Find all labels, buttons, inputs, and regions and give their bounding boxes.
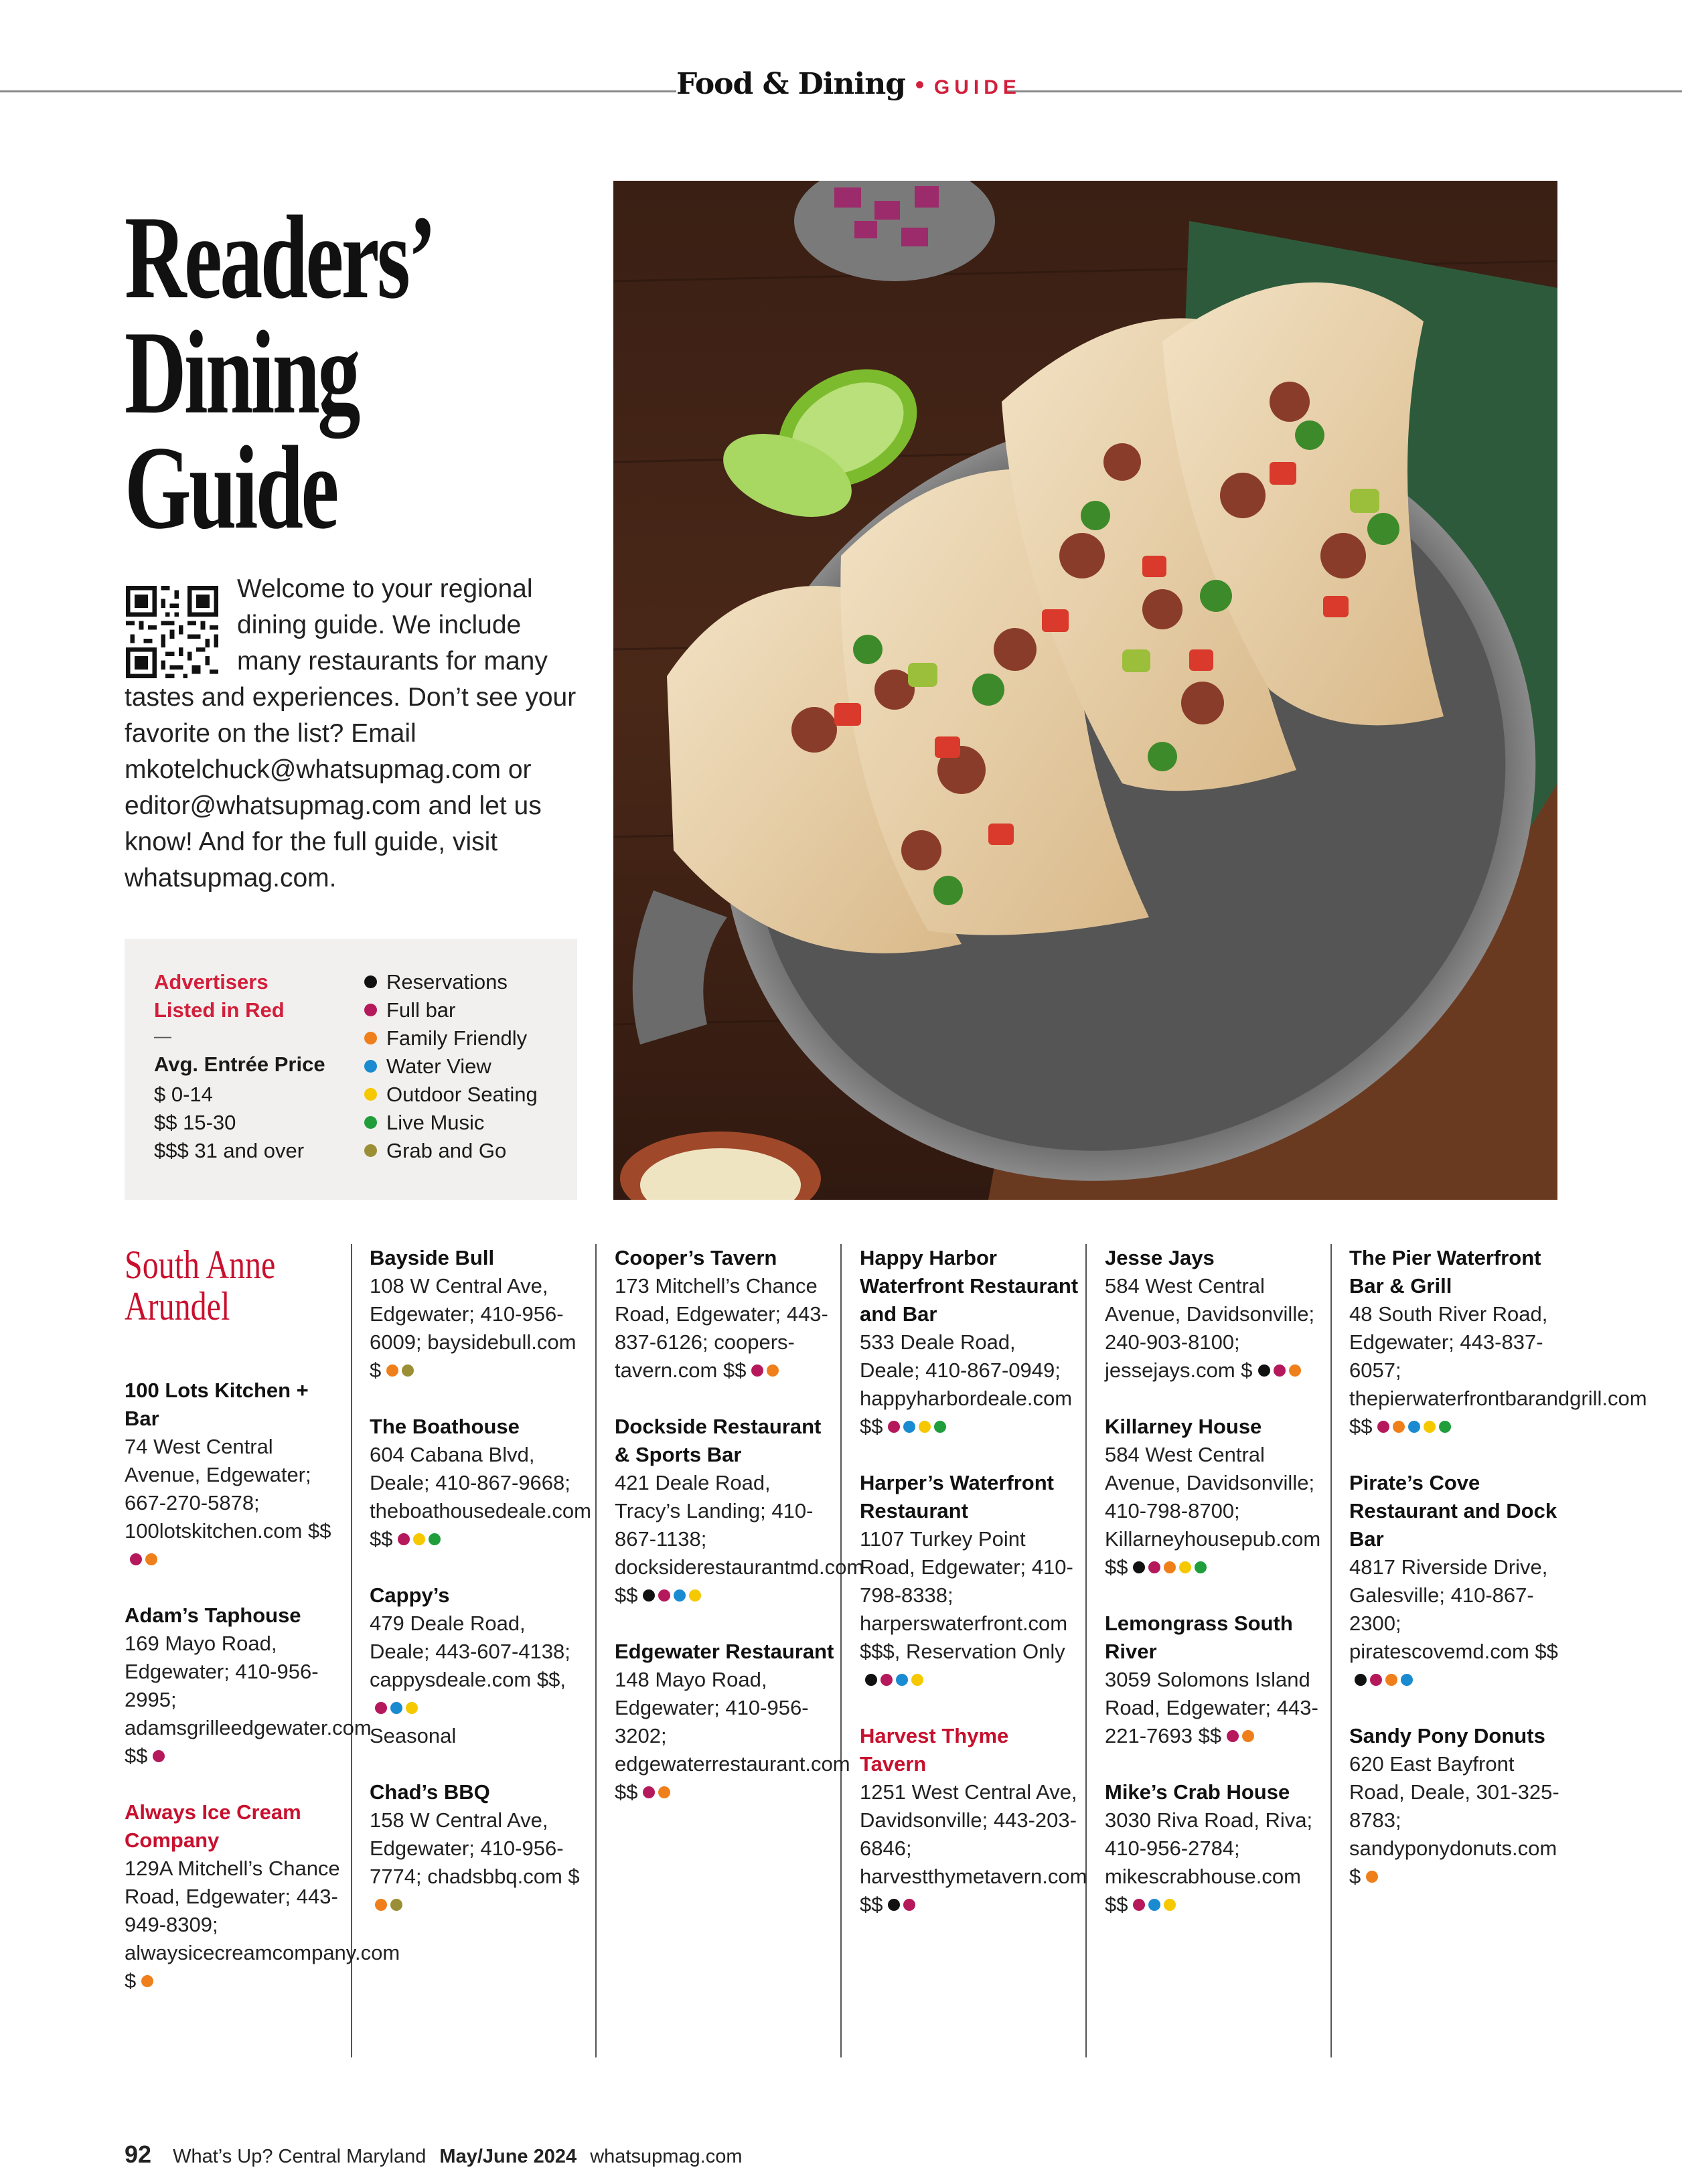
legend-feature	[364, 996, 538, 1024]
feature-dots	[751, 1356, 782, 1385]
legend-features	[364, 968, 538, 1165]
restaurant-name: Chad’s BBQ	[370, 1780, 490, 1804]
feature-dot-icon	[364, 1088, 377, 1101]
feature-dot-icon	[1195, 1561, 1207, 1573]
restaurant-listing	[615, 1244, 836, 1385]
feature-dot-icon	[865, 1674, 877, 1686]
restaurant-name: Jesse Jays	[1105, 1246, 1215, 1269]
feature-dot-icon	[911, 1674, 923, 1686]
feature-dot-icon	[643, 1786, 655, 1798]
restaurant-listing	[370, 1244, 591, 1385]
feature-dot-icon	[364, 1004, 377, 1016]
restaurant-details: 1251 West Central Ave, Davidsonville; 443-203-6846; harvestthymetavern.com $$	[860, 1780, 1087, 1916]
restaurant-details: 479 Deale Road, Deale; 443-607-4138; cappysdeale.com $$,	[370, 1612, 570, 1691]
feature-dot-icon	[934, 1421, 946, 1433]
restaurant-name: 100 Lots Kitchen + Bar	[125, 1379, 309, 1430]
feature-dots	[130, 1545, 161, 1573]
restaurant-listing	[1105, 1244, 1326, 1385]
feature-dot-icon	[751, 1364, 763, 1377]
restaurant-name: Cappy’s	[370, 1583, 450, 1607]
restaurant-details: 4817 Riverside Drive, Galesville; 410-867-2300; piratescovemd.com $$	[1349, 1555, 1558, 1663]
restaurant-listing	[1349, 1722, 1570, 1891]
feature-dot-icon	[402, 1364, 414, 1377]
restaurant-listing	[370, 1778, 591, 1919]
feature-dot-icon	[1148, 1899, 1160, 1911]
restaurant-details: 48 South River Road, Edgewater; 443-837-6057; thepierwaterfrontbarandgrill.com $$	[1349, 1302, 1647, 1438]
feature-dots	[643, 1581, 704, 1610]
restaurant-details: 421 Deale Road, Tracy’s Landing; 410-867-1138; docksiderestaurantmd.com $$	[615, 1471, 864, 1607]
feature-dot-icon	[1133, 1899, 1145, 1911]
restaurant-listing	[860, 1244, 1081, 1441]
restaurant-name: Dockside Restaurant & Sports Bar	[615, 1415, 822, 1466]
legend-price-3: $$$ 31 and over	[154, 1139, 305, 1162]
legend-feature	[364, 1109, 538, 1137]
legend-feature	[364, 1137, 538, 1165]
restaurant-name: Bayside Bull	[370, 1246, 495, 1269]
feature-dot-icon	[141, 1975, 153, 1987]
feature-dot-icon	[919, 1421, 931, 1433]
feature-dot-icon	[1355, 1674, 1367, 1686]
feature-dot-icon	[1424, 1421, 1436, 1433]
listing-column-3	[615, 1244, 864, 1835]
feature-dots	[153, 1742, 168, 1770]
restaurant-details: 173 Mitchell’s Chance Road, Edgewater; 443-837-6126; coopers-tavern.com $$	[615, 1274, 828, 1382]
feature-dots	[1355, 1666, 1416, 1694]
legend-feature-label: Outdoor Seating	[386, 1083, 538, 1106]
feature-dots	[386, 1356, 417, 1385]
feature-dot-icon	[364, 1032, 377, 1044]
restaurant-details: 3059 Solomons Island Road, Edgewater; 443-221-7693 $$	[1105, 1668, 1318, 1747]
restaurant-listing	[860, 1469, 1081, 1694]
header-section: Food & Dining	[676, 67, 905, 101]
feature-dots	[643, 1778, 674, 1806]
feature-dot-icon	[153, 1750, 165, 1762]
listing-column-4	[860, 1244, 1087, 1947]
restaurant-details: 129A Mitchell’s Chance Road, Edgewater; 443-949-8309; alwaysicecreamcompany.com $	[125, 1857, 400, 1993]
legend-feature	[364, 968, 538, 996]
feature-dot-icon	[888, 1899, 900, 1911]
restaurant-details: 604 Cabana Blvd, Deale; 410-867-9668; theboathousedeale.com $$	[370, 1443, 591, 1551]
legend-price-2: $$ 15-30	[154, 1111, 236, 1134]
feature-dot-icon	[145, 1553, 157, 1565]
restaurant-name: The Pier Waterfront Bar & Grill	[1349, 1246, 1541, 1298]
legend-feature-label: Live Music	[386, 1111, 485, 1134]
feature-dot-icon	[1179, 1561, 1191, 1573]
feature-dots	[888, 1413, 949, 1441]
feature-dot-icon	[413, 1533, 425, 1545]
feature-dot-icon	[658, 1589, 670, 1602]
header-rule-right	[1004, 90, 1682, 92]
page-title: Readers’ Dining Guide	[125, 191, 428, 554]
restaurant-details: 584 West Central Avenue, Davidsonville; 410-798-8700; Killarneyhousepub.com $$	[1105, 1443, 1321, 1579]
restaurant-details: 74 West Central Avenue, Edgewater; 667-270-5878; 100lotskitchen.com $$	[125, 1435, 331, 1543]
legend-feature-label: Reservations	[386, 970, 508, 994]
feature-dot-icon	[689, 1589, 701, 1602]
feature-dot-icon	[1408, 1421, 1420, 1433]
feature-dot-icon	[386, 1364, 398, 1377]
listing-column-2	[370, 1244, 591, 1947]
restaurant-listing	[1349, 1244, 1647, 1441]
feature-dot-icon	[881, 1674, 893, 1686]
feature-dot-icon	[390, 1899, 402, 1911]
restaurant-name: Mike’s Crab House	[1105, 1780, 1290, 1804]
listing-column-6	[1349, 1244, 1647, 1919]
feature-dot-icon	[674, 1589, 686, 1602]
legend-dash: —	[154, 1026, 171, 1046]
feature-dot-icon	[364, 1144, 377, 1157]
feature-dots	[1227, 1722, 1257, 1750]
feature-dot-icon	[1289, 1364, 1301, 1377]
issue-date: May/June 2024	[439, 2146, 577, 2167]
column-rule-5	[1330, 1244, 1332, 2057]
restaurant-listing	[370, 1413, 591, 1553]
legend-prices	[154, 1081, 304, 1165]
feature-dot-icon	[767, 1364, 779, 1377]
page-number: 92	[125, 2140, 152, 2168]
legend-feature-label: Water View	[386, 1055, 491, 1078]
restaurant-name: Always Ice Cream Company	[125, 1800, 301, 1852]
feature-dot-icon	[364, 1116, 377, 1129]
restaurant-listing	[615, 1413, 864, 1610]
feature-dot-icon	[903, 1899, 915, 1911]
feature-dots	[1258, 1356, 1304, 1385]
restaurant-name: Lemongrass South River	[1105, 1612, 1293, 1663]
feature-dot-icon	[1164, 1561, 1176, 1573]
feature-dot-icon	[1370, 1674, 1382, 1686]
restaurant-details: 158 W Central Ave, Edgewater; 410-956-7774; chadsbbq.com $	[370, 1808, 580, 1888]
restaurant-details: 620 East Bayfront Road, Deale, 301-325-8783; sandyponydonuts.com $	[1349, 1752, 1559, 1888]
listing-column-1	[125, 1243, 400, 2023]
listing-column-5	[1105, 1244, 1326, 1947]
legend-feature-label: Grab and Go	[386, 1139, 507, 1162]
restaurant-details: 533 Deale Road, Deale; 410-867-0949; happyharbordeale.com $$	[860, 1330, 1073, 1438]
feature-dot-icon	[1133, 1561, 1145, 1573]
legend-feature	[364, 1024, 538, 1052]
feature-dot-icon	[643, 1589, 655, 1602]
intro-text: Welcome to your regional dining guide. We include many restaurants for many tastes and experiences. Don’t see your favorite on the list? Email mkotelchuck@whatsupmag.com or editor@whatsupmag.com and let us know! And for the full guide, visit whatsupmag.com.	[125, 574, 577, 892]
legend-feature	[364, 1052, 538, 1081]
feature-dots	[375, 1694, 421, 1722]
feature-dot-icon	[1227, 1730, 1239, 1742]
page-footer	[125, 2140, 742, 2169]
feature-dot-icon	[429, 1533, 441, 1545]
feature-dots	[398, 1525, 444, 1553]
feature-dot-icon	[390, 1702, 402, 1714]
feature-dot-icon	[364, 1060, 377, 1073]
restaurant-note: Seasonal	[370, 1724, 457, 1747]
feature-dot-icon	[896, 1674, 908, 1686]
feature-dot-icon	[1148, 1561, 1160, 1573]
feature-dot-icon	[130, 1553, 142, 1565]
feature-dot-icon	[398, 1533, 410, 1545]
feature-dots	[1366, 1863, 1381, 1891]
restaurant-listing	[860, 1722, 1087, 1919]
restaurant-details: 1107 Turkey Point Road, Edgewater; 410-798-8338; harperswaterfront.com $$$, Reservation Only	[860, 1527, 1073, 1663]
header-rule-left	[0, 90, 676, 92]
restaurant-listing	[1105, 1778, 1326, 1919]
restaurant-name: Sandy Pony Donuts	[1349, 1724, 1545, 1747]
column-rule-4	[1085, 1244, 1087, 2057]
restaurant-listing	[125, 1798, 400, 1995]
feature-dot-icon	[1366, 1871, 1378, 1883]
region-heading: South Anne Arundel	[125, 1243, 276, 1328]
restaurant-details: 148 Mayo Road, Edgewater; 410-956-3202; edgewaterrestaurant.com $$	[615, 1668, 850, 1804]
feature-dots	[888, 1891, 919, 1919]
header-separator: •	[915, 70, 925, 100]
restaurant-details: 169 Mayo Road, Edgewater; 410-956-2995; adamsgrilleedgewater.com $$	[125, 1632, 372, 1768]
feature-dots	[375, 1891, 406, 1919]
restaurant-details: 3030 Riva Road, Riva; 410-956-2784; mikescrabhouse.com $$	[1105, 1808, 1313, 1916]
restaurant-name: The Boathouse	[370, 1415, 520, 1438]
feature-dot-icon	[888, 1421, 900, 1433]
restaurant-name: Harvest Thyme Tavern	[860, 1724, 1009, 1776]
feature-dot-icon	[903, 1421, 915, 1433]
feature-dot-icon	[406, 1702, 418, 1714]
feature-dots	[1133, 1891, 1179, 1919]
feature-dot-icon	[1439, 1421, 1451, 1433]
restaurant-name: Killarney House	[1105, 1415, 1262, 1438]
restaurant-listing	[1105, 1610, 1326, 1750]
restaurant-name: Happy Harbor Waterfront Restaurant and Bar	[860, 1246, 1079, 1326]
restaurant-details: 108 W Central Ave, Edgewater; 410-956-6009; baysidebull.com $	[370, 1274, 577, 1382]
feature-dot-icon	[1377, 1421, 1389, 1433]
restaurant-listing	[370, 1581, 591, 1750]
restaurant-name: Pirate’s Cove Restaurant and Dock Bar	[1349, 1471, 1557, 1551]
feature-dot-icon	[1393, 1421, 1405, 1433]
website-link[interactable]: whatsupmag.com	[590, 2146, 743, 2167]
running-header	[676, 67, 1021, 101]
legend-feature-label: Full bar	[386, 998, 456, 1022]
restaurant-details: 584 West Central Avenue, Davidsonville; 240-903-8100; jessejays.com $	[1105, 1274, 1315, 1382]
legend-feature	[364, 1081, 538, 1109]
legend-box	[125, 939, 577, 1200]
feature-dot-icon	[375, 1899, 387, 1911]
restaurant-listing	[125, 1602, 372, 1770]
feature-dots	[141, 1967, 157, 1995]
restaurant-name: Adam’s Taphouse	[125, 1604, 301, 1627]
feature-dot-icon	[1401, 1674, 1413, 1686]
restaurant-name: Cooper’s Tavern	[615, 1246, 777, 1269]
feature-dot-icon	[1258, 1364, 1270, 1377]
legend-advertisers-note: Advertisers Listed in Red	[154, 970, 285, 1022]
restaurant-listing	[1105, 1413, 1326, 1581]
feature-dot-icon	[658, 1786, 670, 1798]
feature-dot-icon	[364, 976, 377, 988]
restaurant-name: Harper’s Waterfront Restaurant	[860, 1471, 1054, 1523]
restaurant-listing	[1349, 1469, 1570, 1694]
legend-price-1: $ 0-14	[154, 1083, 213, 1106]
feature-dots	[1377, 1413, 1454, 1441]
feature-dot-icon	[375, 1702, 387, 1714]
magazine-name: What’s Up? Central Maryland	[173, 2146, 427, 2167]
column-rule-2	[595, 1244, 597, 2057]
legend-price-heading: Avg. Entrée Price	[154, 1052, 325, 1076]
feature-dot-icon	[1385, 1674, 1397, 1686]
legend-feature-label: Family Friendly	[386, 1026, 528, 1050]
feature-dots	[865, 1666, 927, 1694]
feature-dot-icon	[1274, 1364, 1286, 1377]
restaurant-name: Edgewater Restaurant	[615, 1640, 834, 1663]
feature-dot-icon	[1164, 1899, 1176, 1911]
restaurant-listing	[615, 1638, 850, 1806]
header-label: GUIDE	[933, 76, 1021, 98]
column-rule-3	[840, 1244, 842, 2057]
feature-dots	[1133, 1553, 1210, 1581]
feature-dot-icon	[1242, 1730, 1254, 1742]
restaurant-listing	[125, 1377, 346, 1573]
column-rule-1	[351, 1244, 352, 2057]
tacos-photo	[613, 181, 1557, 1200]
